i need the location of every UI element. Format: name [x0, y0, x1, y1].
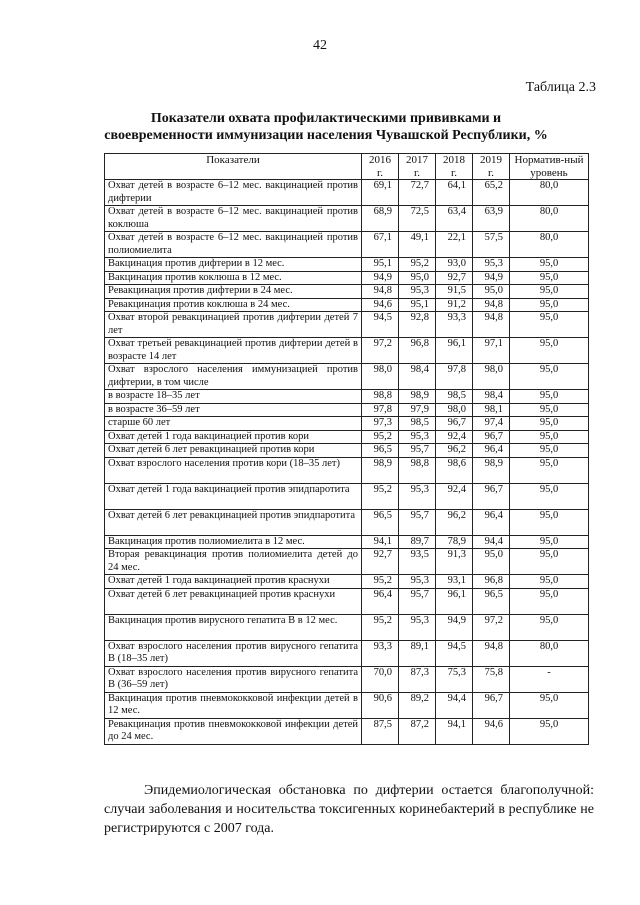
value-2017: 95,3 — [399, 483, 436, 509]
page-number: 42 — [313, 38, 327, 53]
value-2018: 94,5 — [436, 640, 473, 666]
header-2018: 2018 г. — [436, 154, 473, 180]
value-2018: 78,9 — [436, 535, 473, 549]
table-row — [105, 692, 589, 718]
value-2016: 97,8 — [362, 403, 399, 417]
row-label: Охват детей в возрасте 6–12 мес. вакцинацией против дифтерии — [105, 180, 362, 206]
value-2019: 94,6 — [473, 718, 510, 744]
value-2019: 97,1 — [473, 338, 510, 364]
value-2018: 96,1 — [436, 588, 473, 614]
value-2018: 94,9 — [436, 614, 473, 640]
value-2019: 98,1 — [473, 403, 510, 417]
table-row — [105, 312, 589, 338]
value-2016: 96,5 — [362, 444, 399, 458]
value-norm: - — [510, 666, 589, 692]
value-2019: 97,4 — [473, 417, 510, 431]
row-label: в возрасте 18–35 лет — [105, 390, 362, 404]
value-norm: 80,0 — [510, 206, 589, 232]
value-2017: 95,7 — [399, 444, 436, 458]
value-2018: 97,8 — [436, 364, 473, 390]
value-2018: 96,7 — [436, 417, 473, 431]
table-row — [105, 640, 589, 666]
row-label: Ревакцинация против коклюша в 24 мес. — [105, 298, 362, 312]
row-label: Вакцинация против пневмококковой инфекции детей в 12 мес. — [105, 692, 362, 718]
value-2019: 98,4 — [473, 390, 510, 404]
value-2016: 94,6 — [362, 298, 399, 312]
value-2019: 96,4 — [473, 509, 510, 535]
value-2017: 72,7 — [399, 180, 436, 206]
row-label: Вакцинация против вирусного гепатита В в 12 мес. — [105, 614, 362, 640]
value-2018: 91,5 — [436, 285, 473, 299]
value-2016: 95,2 — [362, 483, 399, 509]
table-label: Таблица 2.3 — [525, 80, 596, 95]
value-2019: 94,9 — [473, 271, 510, 285]
value-2016: 97,2 — [362, 338, 399, 364]
value-2018: 94,1 — [436, 718, 473, 744]
value-2016: 95,2 — [362, 575, 399, 589]
value-2019: 94,8 — [473, 298, 510, 312]
value-norm: 95,0 — [510, 417, 589, 431]
value-norm: 95,0 — [510, 430, 589, 444]
value-2018: 98,5 — [436, 390, 473, 404]
value-2017: 95,7 — [399, 509, 436, 535]
body-paragraph: Эпидемиологическая обстановка по дифтерии остается благополучной: случаи заболевания и носительства токсигенных коринебактерий в республике не регистрируются с 2007 года. — [104, 783, 594, 836]
value-2019: 96,8 — [473, 575, 510, 589]
value-norm: 95,0 — [510, 298, 589, 312]
table-row — [105, 718, 589, 744]
row-label: Охват детей 1 года вакцинацией против краснухи — [105, 575, 362, 589]
value-2017: 49,1 — [399, 232, 436, 258]
value-2018: 96,2 — [436, 444, 473, 458]
value-norm: 80,0 — [510, 640, 589, 666]
table-row — [105, 430, 589, 444]
value-norm: 95,0 — [510, 338, 589, 364]
value-2019: 94,4 — [473, 535, 510, 549]
table-row — [105, 549, 589, 575]
value-2016: 87,5 — [362, 718, 399, 744]
value-2019: 75,8 — [473, 666, 510, 692]
row-label: Охват детей 6 лет ревакцинацией против эпидпаротита — [105, 509, 362, 535]
value-2016: 94,5 — [362, 312, 399, 338]
row-label: Ревакцинация против дифтерии в 24 мес. — [105, 285, 362, 299]
value-norm: 95,0 — [510, 509, 589, 535]
value-2017: 95,1 — [399, 298, 436, 312]
indicators-table — [104, 153, 589, 745]
value-norm: 95,0 — [510, 258, 589, 272]
value-2017: 89,1 — [399, 640, 436, 666]
table-row — [105, 614, 589, 640]
value-2019: 94,8 — [473, 312, 510, 338]
value-norm: 95,0 — [510, 549, 589, 575]
value-norm: 95,0 — [510, 718, 589, 744]
table-row — [105, 666, 589, 692]
value-2016: 97,3 — [362, 417, 399, 431]
value-norm: 95,0 — [510, 692, 589, 718]
value-2017: 93,5 — [399, 549, 436, 575]
value-2017: 96,8 — [399, 338, 436, 364]
value-2016: 98,9 — [362, 457, 399, 483]
value-2018: 92,4 — [436, 483, 473, 509]
table-row — [105, 535, 589, 549]
value-norm: 95,0 — [510, 444, 589, 458]
value-2019: 96,4 — [473, 444, 510, 458]
value-2017: 97,9 — [399, 403, 436, 417]
table-row — [105, 180, 589, 206]
table-row — [105, 364, 589, 390]
value-2019: 98,9 — [473, 457, 510, 483]
value-2017: 89,7 — [399, 535, 436, 549]
value-2016: 68,9 — [362, 206, 399, 232]
header-2017: 2017 г. — [399, 154, 436, 180]
value-2016: 96,5 — [362, 509, 399, 535]
value-norm: 95,0 — [510, 271, 589, 285]
value-2018: 92,7 — [436, 271, 473, 285]
row-label: Вакцинация против коклюша в 12 мес. — [105, 271, 362, 285]
value-2017: 87,3 — [399, 666, 436, 692]
value-2019: 94,8 — [473, 640, 510, 666]
value-2018: 75,3 — [436, 666, 473, 692]
value-norm: 95,0 — [510, 575, 589, 589]
value-2017: 95,7 — [399, 588, 436, 614]
row-label: Охват детей в возрасте 6–12 мес. вакцинацией против полиомиелита — [105, 232, 362, 258]
value-2019: 96,7 — [473, 692, 510, 718]
value-norm: 95,0 — [510, 614, 589, 640]
value-2019: 95,0 — [473, 285, 510, 299]
table-row — [105, 390, 589, 404]
value-2017: 87,2 — [399, 718, 436, 744]
value-norm: 95,0 — [510, 403, 589, 417]
table-row — [105, 509, 589, 535]
value-norm: 95,0 — [510, 483, 589, 509]
value-2017: 95,3 — [399, 614, 436, 640]
table-row — [105, 483, 589, 509]
value-2019: 95,3 — [473, 258, 510, 272]
value-norm: 95,0 — [510, 535, 589, 549]
row-label: Охват взрослого населения против вирусного гепатита В (36–59 лет) — [105, 666, 362, 692]
table-row — [105, 575, 589, 589]
value-2018: 96,2 — [436, 509, 473, 535]
value-2019: 57,5 — [473, 232, 510, 258]
value-2018: 91,3 — [436, 549, 473, 575]
row-label: Ревакцинация против пневмококковой инфекции детей до 24 мес. — [105, 718, 362, 744]
header-2019: 2019 г. — [473, 154, 510, 180]
value-2019: 65,2 — [473, 180, 510, 206]
row-label: Вторая ревакцинация против полиомиелита детей до 24 мес. — [105, 549, 362, 575]
header-norm: Норматив-ный уровень — [510, 154, 589, 180]
value-norm: 95,0 — [510, 312, 589, 338]
table-row — [105, 258, 589, 272]
value-2016: 95,1 — [362, 258, 399, 272]
value-norm: 95,0 — [510, 364, 589, 390]
value-2018: 92,4 — [436, 430, 473, 444]
table-row — [105, 285, 589, 299]
value-norm: 95,0 — [510, 390, 589, 404]
table-row — [105, 444, 589, 458]
table-header-row — [105, 154, 589, 180]
value-2017: 95,3 — [399, 430, 436, 444]
value-norm: 80,0 — [510, 180, 589, 206]
value-2016: 98,8 — [362, 390, 399, 404]
table-row — [105, 403, 589, 417]
value-2019: 95,0 — [473, 549, 510, 575]
header-2016: 2016 г. — [362, 154, 399, 180]
value-2019: 96,5 — [473, 588, 510, 614]
row-label: Вакцинация против полиомиелита в 12 мес. — [105, 535, 362, 549]
row-label: Охват второй ревакцинацией против дифтерии детей 7 лет — [105, 312, 362, 338]
value-2018: 98,0 — [436, 403, 473, 417]
value-2017: 72,5 — [399, 206, 436, 232]
value-2019: 96,7 — [473, 430, 510, 444]
value-2016: 67,1 — [362, 232, 399, 258]
value-2017: 92,8 — [399, 312, 436, 338]
value-2018: 22,1 — [436, 232, 473, 258]
value-2017: 95,3 — [399, 575, 436, 589]
value-2017: 98,8 — [399, 457, 436, 483]
value-2018: 91,2 — [436, 298, 473, 312]
value-2018: 98,6 — [436, 457, 473, 483]
value-2017: 95,2 — [399, 258, 436, 272]
value-norm: 95,0 — [510, 285, 589, 299]
row-label: Охват взрослого населения против кори (18–35 лет) — [105, 457, 362, 483]
row-label: Охват детей 6 лет ревакцинацией против краснухи — [105, 588, 362, 614]
value-2016: 90,6 — [362, 692, 399, 718]
row-label: Охват детей 6 лет ревакцинацией против кори — [105, 444, 362, 458]
row-label: Охват детей 1 года вакцинацией против эпидпаротита — [105, 483, 362, 509]
value-2017: 98,4 — [399, 364, 436, 390]
value-2016: 92,7 — [362, 549, 399, 575]
header-indicators: Показатели — [105, 154, 362, 180]
value-2016: 70,0 — [362, 666, 399, 692]
value-2018: 93,3 — [436, 312, 473, 338]
value-2016: 96,4 — [362, 588, 399, 614]
value-2018: 63,4 — [436, 206, 473, 232]
table-row — [105, 338, 589, 364]
value-2017: 98,9 — [399, 390, 436, 404]
table-row — [105, 271, 589, 285]
value-2019: 98,0 — [473, 364, 510, 390]
row-label: Охват третьей ревакцинацией против дифтерии детей в возрасте 14 лет — [105, 338, 362, 364]
value-2018: 93,0 — [436, 258, 473, 272]
value-2016: 95,2 — [362, 614, 399, 640]
value-2018: 96,1 — [436, 338, 473, 364]
value-2016: 95,2 — [362, 430, 399, 444]
value-2019: 97,2 — [473, 614, 510, 640]
table-row — [105, 457, 589, 483]
table-row — [105, 588, 589, 614]
value-2018: 64,1 — [436, 180, 473, 206]
value-2016: 94,1 — [362, 535, 399, 549]
table-row — [105, 206, 589, 232]
value-2017: 89,2 — [399, 692, 436, 718]
value-2019: 63,9 — [473, 206, 510, 232]
row-label: в возрасте 36–59 лет — [105, 403, 362, 417]
value-2018: 93,1 — [436, 575, 473, 589]
row-label: Охват взрослого населения иммунизацией против дифтерии, в том числе — [105, 364, 362, 390]
value-2019: 96,7 — [473, 483, 510, 509]
row-label: Охват детей в возрасте 6–12 мес. вакцинацией против коклюша — [105, 206, 362, 232]
value-2016: 94,8 — [362, 285, 399, 299]
table-row — [105, 232, 589, 258]
table-title: Показатели охвата профилактическими прививками и своевременности иммунизации населения Чувашской Республики, % — [104, 111, 548, 143]
row-label: старше 60 лет — [105, 417, 362, 431]
value-norm: 95,0 — [510, 588, 589, 614]
value-2017: 95,0 — [399, 271, 436, 285]
row-label: Охват детей 1 года вакцинацией против кори — [105, 430, 362, 444]
row-label: Охват взрослого населения против вирусного гепатита В (18–35 лет) — [105, 640, 362, 666]
value-norm: 95,0 — [510, 457, 589, 483]
value-2016: 94,9 — [362, 271, 399, 285]
value-2017: 95,3 — [399, 285, 436, 299]
value-2016: 93,3 — [362, 640, 399, 666]
value-norm: 80,0 — [510, 232, 589, 258]
value-2016: 98,0 — [362, 364, 399, 390]
table-row — [105, 298, 589, 312]
row-label: Вакцинация против дифтерии в 12 мес. — [105, 258, 362, 272]
value-2016: 69,1 — [362, 180, 399, 206]
table-row — [105, 417, 589, 431]
value-2018: 94,4 — [436, 692, 473, 718]
value-2017: 98,5 — [399, 417, 436, 431]
